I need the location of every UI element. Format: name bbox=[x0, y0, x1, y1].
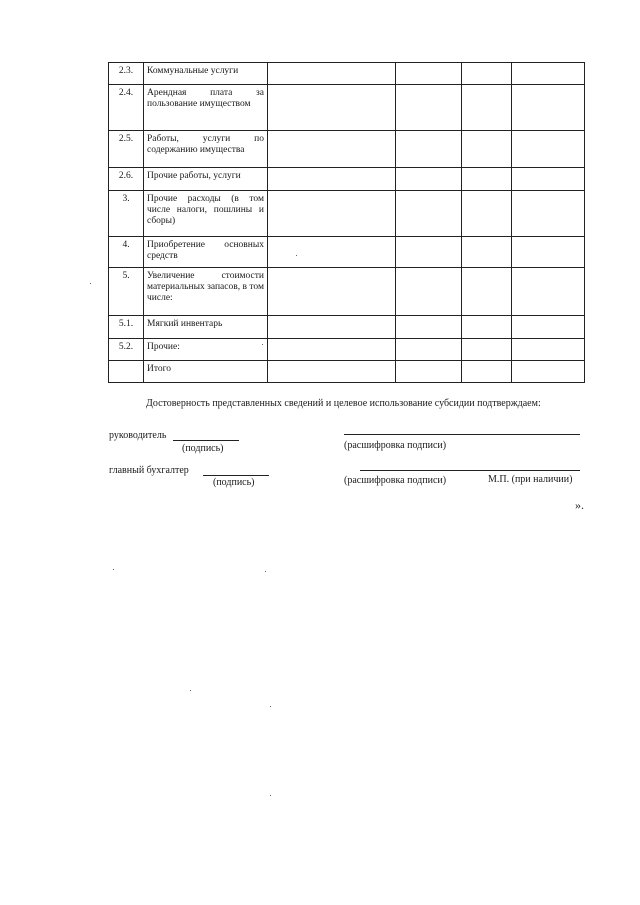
scan-speck bbox=[270, 706, 271, 707]
row-name: Арендная плата за пользование имуществом bbox=[144, 85, 268, 131]
accountant-label: главный бухгалтер bbox=[109, 465, 189, 476]
expense-table bbox=[108, 62, 585, 383]
value-cell bbox=[462, 131, 512, 168]
value-cell bbox=[462, 316, 512, 339]
row-name: Коммунальные услуги bbox=[144, 63, 268, 85]
row-number: 4. bbox=[109, 237, 144, 268]
table-row bbox=[109, 85, 585, 131]
value-cell bbox=[462, 237, 512, 268]
value-cell bbox=[512, 316, 585, 339]
row-name: Прочие работы, услуги bbox=[144, 168, 268, 191]
table-row-total bbox=[109, 361, 585, 383]
accountant-decode-line bbox=[360, 470, 580, 471]
value-cell bbox=[462, 361, 512, 383]
value-cell bbox=[462, 268, 512, 316]
value-cell bbox=[462, 63, 512, 85]
row-number: 5. bbox=[109, 268, 144, 316]
table-row bbox=[109, 268, 585, 316]
value-cell bbox=[396, 63, 462, 85]
value-cell bbox=[268, 237, 396, 268]
table-row bbox=[109, 191, 585, 237]
value-cell bbox=[512, 361, 585, 383]
value-cell bbox=[512, 237, 585, 268]
value-cell bbox=[268, 191, 396, 237]
value-cell bbox=[396, 339, 462, 361]
value-cell bbox=[396, 268, 462, 316]
head-label: руководитель bbox=[109, 430, 167, 441]
scan-speck bbox=[262, 344, 263, 345]
value-cell bbox=[268, 268, 396, 316]
row-name: Увеличение стоимости материальных запасов, в том числе: bbox=[144, 268, 268, 316]
value-cell bbox=[512, 339, 585, 361]
value-cell bbox=[512, 168, 585, 191]
row-name: Мягкий инвентарь bbox=[144, 316, 268, 339]
value-cell bbox=[268, 131, 396, 168]
confirmation-statement: Достоверность представленных сведений и целевое использование субсидии подтверждаем: bbox=[146, 398, 541, 409]
row-number: 2.5. bbox=[109, 131, 144, 168]
row-name: Прочие: bbox=[144, 339, 268, 361]
value-cell bbox=[512, 131, 585, 168]
value-cell bbox=[396, 361, 462, 383]
value-cell bbox=[512, 63, 585, 85]
value-cell bbox=[462, 85, 512, 131]
row-name: Работы, услуги по содержанию имущества bbox=[144, 131, 268, 168]
value-cell bbox=[396, 237, 462, 268]
scan-speck bbox=[113, 569, 114, 570]
row-name: Приобретение основных средств bbox=[144, 237, 268, 268]
value-cell bbox=[396, 85, 462, 131]
head-decode-line bbox=[344, 434, 580, 435]
row-number: 3. bbox=[109, 191, 144, 237]
value-cell bbox=[396, 131, 462, 168]
value-cell bbox=[268, 63, 396, 85]
value-cell bbox=[396, 316, 462, 339]
row-number: 2.3. bbox=[109, 63, 144, 85]
accountant-decode-caption: (расшифровка подписи) bbox=[344, 475, 447, 486]
row-number: 5.1. bbox=[109, 316, 144, 339]
value-cell bbox=[268, 361, 396, 383]
row-number: 2.4. bbox=[109, 85, 144, 131]
table-row bbox=[109, 168, 585, 191]
value-cell bbox=[268, 339, 396, 361]
accountant-sign-line bbox=[203, 475, 269, 476]
row-name: Итого bbox=[144, 361, 268, 383]
head-decode-caption: (расшифровка подписи) bbox=[344, 440, 447, 451]
value-cell bbox=[268, 85, 396, 131]
table-row bbox=[109, 339, 585, 361]
scan-speck bbox=[265, 571, 266, 572]
value-cell bbox=[462, 191, 512, 237]
value-cell bbox=[512, 85, 585, 131]
table-row bbox=[109, 63, 585, 85]
value-cell bbox=[268, 168, 396, 191]
row-name: Прочие расходы (в том числе налоги, пошлины и сборы) bbox=[144, 191, 268, 237]
accountant-sign-caption: (подпись) bbox=[213, 477, 255, 488]
value-cell bbox=[396, 168, 462, 191]
head-sign-caption: (подпись) bbox=[182, 443, 224, 454]
scan-speck bbox=[270, 795, 271, 796]
head-sign-line bbox=[173, 440, 239, 441]
scan-speck bbox=[296, 255, 297, 256]
table-row bbox=[109, 237, 585, 268]
value-cell bbox=[396, 191, 462, 237]
row-number: 5.2. bbox=[109, 339, 144, 361]
scan-speck bbox=[190, 690, 191, 691]
value-cell bbox=[268, 316, 396, 339]
table-row bbox=[109, 131, 585, 168]
value-cell bbox=[462, 168, 512, 191]
value-cell bbox=[462, 339, 512, 361]
value-cell bbox=[512, 191, 585, 237]
value-cell bbox=[512, 268, 585, 316]
row-number: 2.6. bbox=[109, 168, 144, 191]
stamp-caption: М.П. (при наличии) bbox=[488, 474, 573, 485]
scan-speck bbox=[90, 283, 91, 284]
row-number bbox=[109, 361, 144, 383]
table-row bbox=[109, 316, 585, 339]
closing-quote: ». bbox=[575, 498, 584, 512]
